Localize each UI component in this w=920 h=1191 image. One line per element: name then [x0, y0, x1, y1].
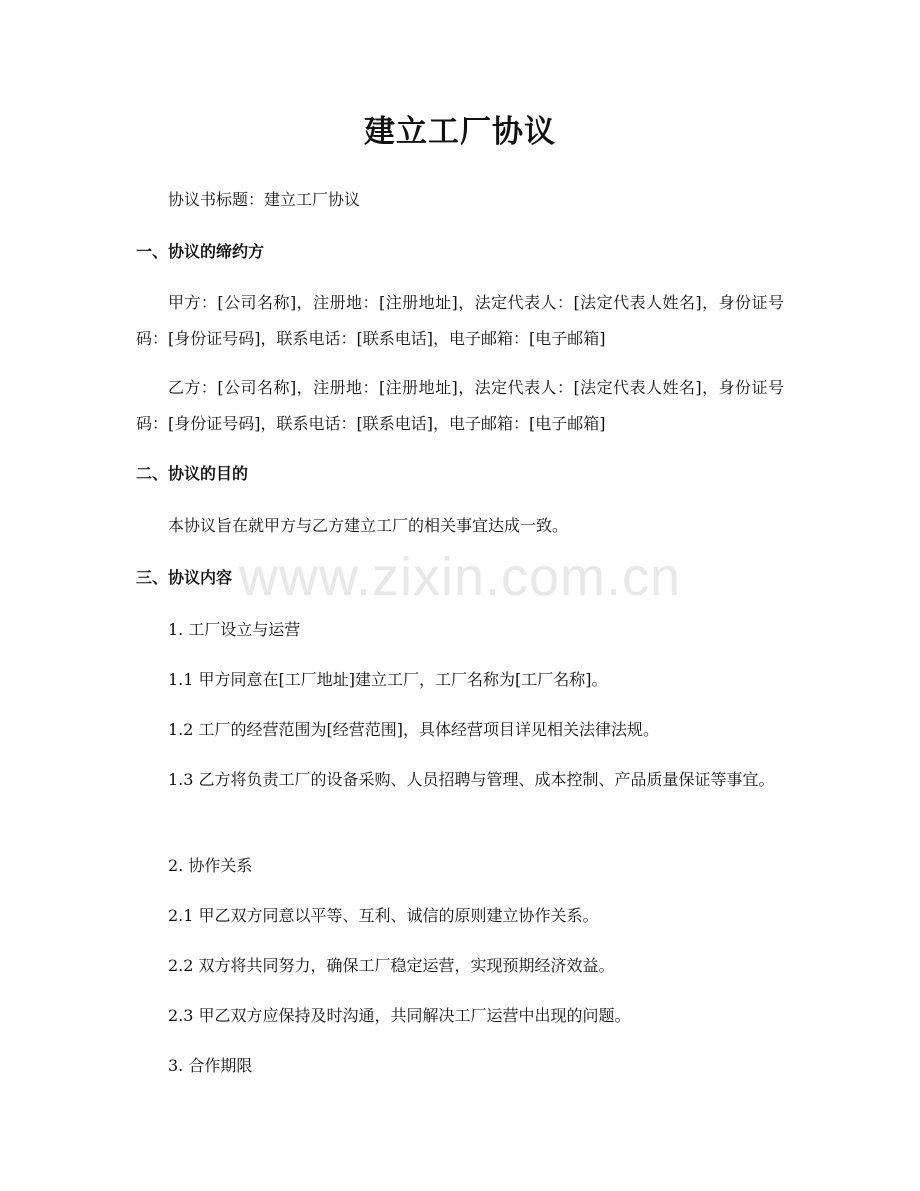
clause-2-3: 2.3 甲乙双方应保持及时沟通，共同解决工厂运营中出现的问题。	[168, 1006, 631, 1025]
clause-2-2: 2.2 双方将共同努力，确保工厂稳定运营，实现预期经济效益。	[168, 956, 615, 975]
document-title: 建立工厂协议	[364, 114, 556, 150]
clause-1-1: 1.1 甲方同意在[工厂地址]建立工厂，工厂名称为[工厂名称]。	[168, 670, 608, 689]
section-heading-content: 三、协议内容	[136, 568, 233, 587]
section-heading-purpose: 二、协议的目的	[136, 464, 249, 483]
party-a-paragraph: 甲方：[公司名称]，注册地：[注册地址]，法定代表人：[法定代表人姓名]，身份证号码：[身份证号码]，联系电话：[联系电话]，电子邮箱：[电子邮箱]	[136, 293, 784, 348]
clause-1-3: 1.3 乙方将负责工厂的设备采购、人员招聘与管理、成本控制、产品质量保证等事宜。	[168, 770, 775, 789]
clause-2-1: 2.1 甲乙双方同意以平等、互利、诚信的原则建立协作关系。	[168, 906, 599, 925]
clause-1-2: 1.2 工厂的经营范围为[经营范围]，具体经营项目详见相关法律法规。	[168, 720, 660, 739]
clause-3-heading: 3. 合作期限	[168, 1056, 253, 1075]
section-heading-parties: 一、协议的缔约方	[136, 242, 265, 261]
clause-1-heading: 1. 工厂设立与运营	[168, 620, 301, 639]
clause-2-heading: 2. 协作关系	[168, 856, 253, 875]
watermark: www.zixin.com.cn	[238, 547, 682, 607]
agreement-title-line: 协议书标题：建立工厂协议	[168, 190, 361, 209]
purpose-paragraph: 本协议旨在就甲方与乙方建立工厂的相关事宜达成一致。	[168, 516, 569, 535]
party-b-paragraph: 乙方：[公司名称]，注册地：[注册地址]，法定代表人：[法定代表人姓名]，身份证号码：[身份证号码]，联系电话：[联系电话]，电子邮箱：[电子邮箱]	[136, 378, 784, 433]
